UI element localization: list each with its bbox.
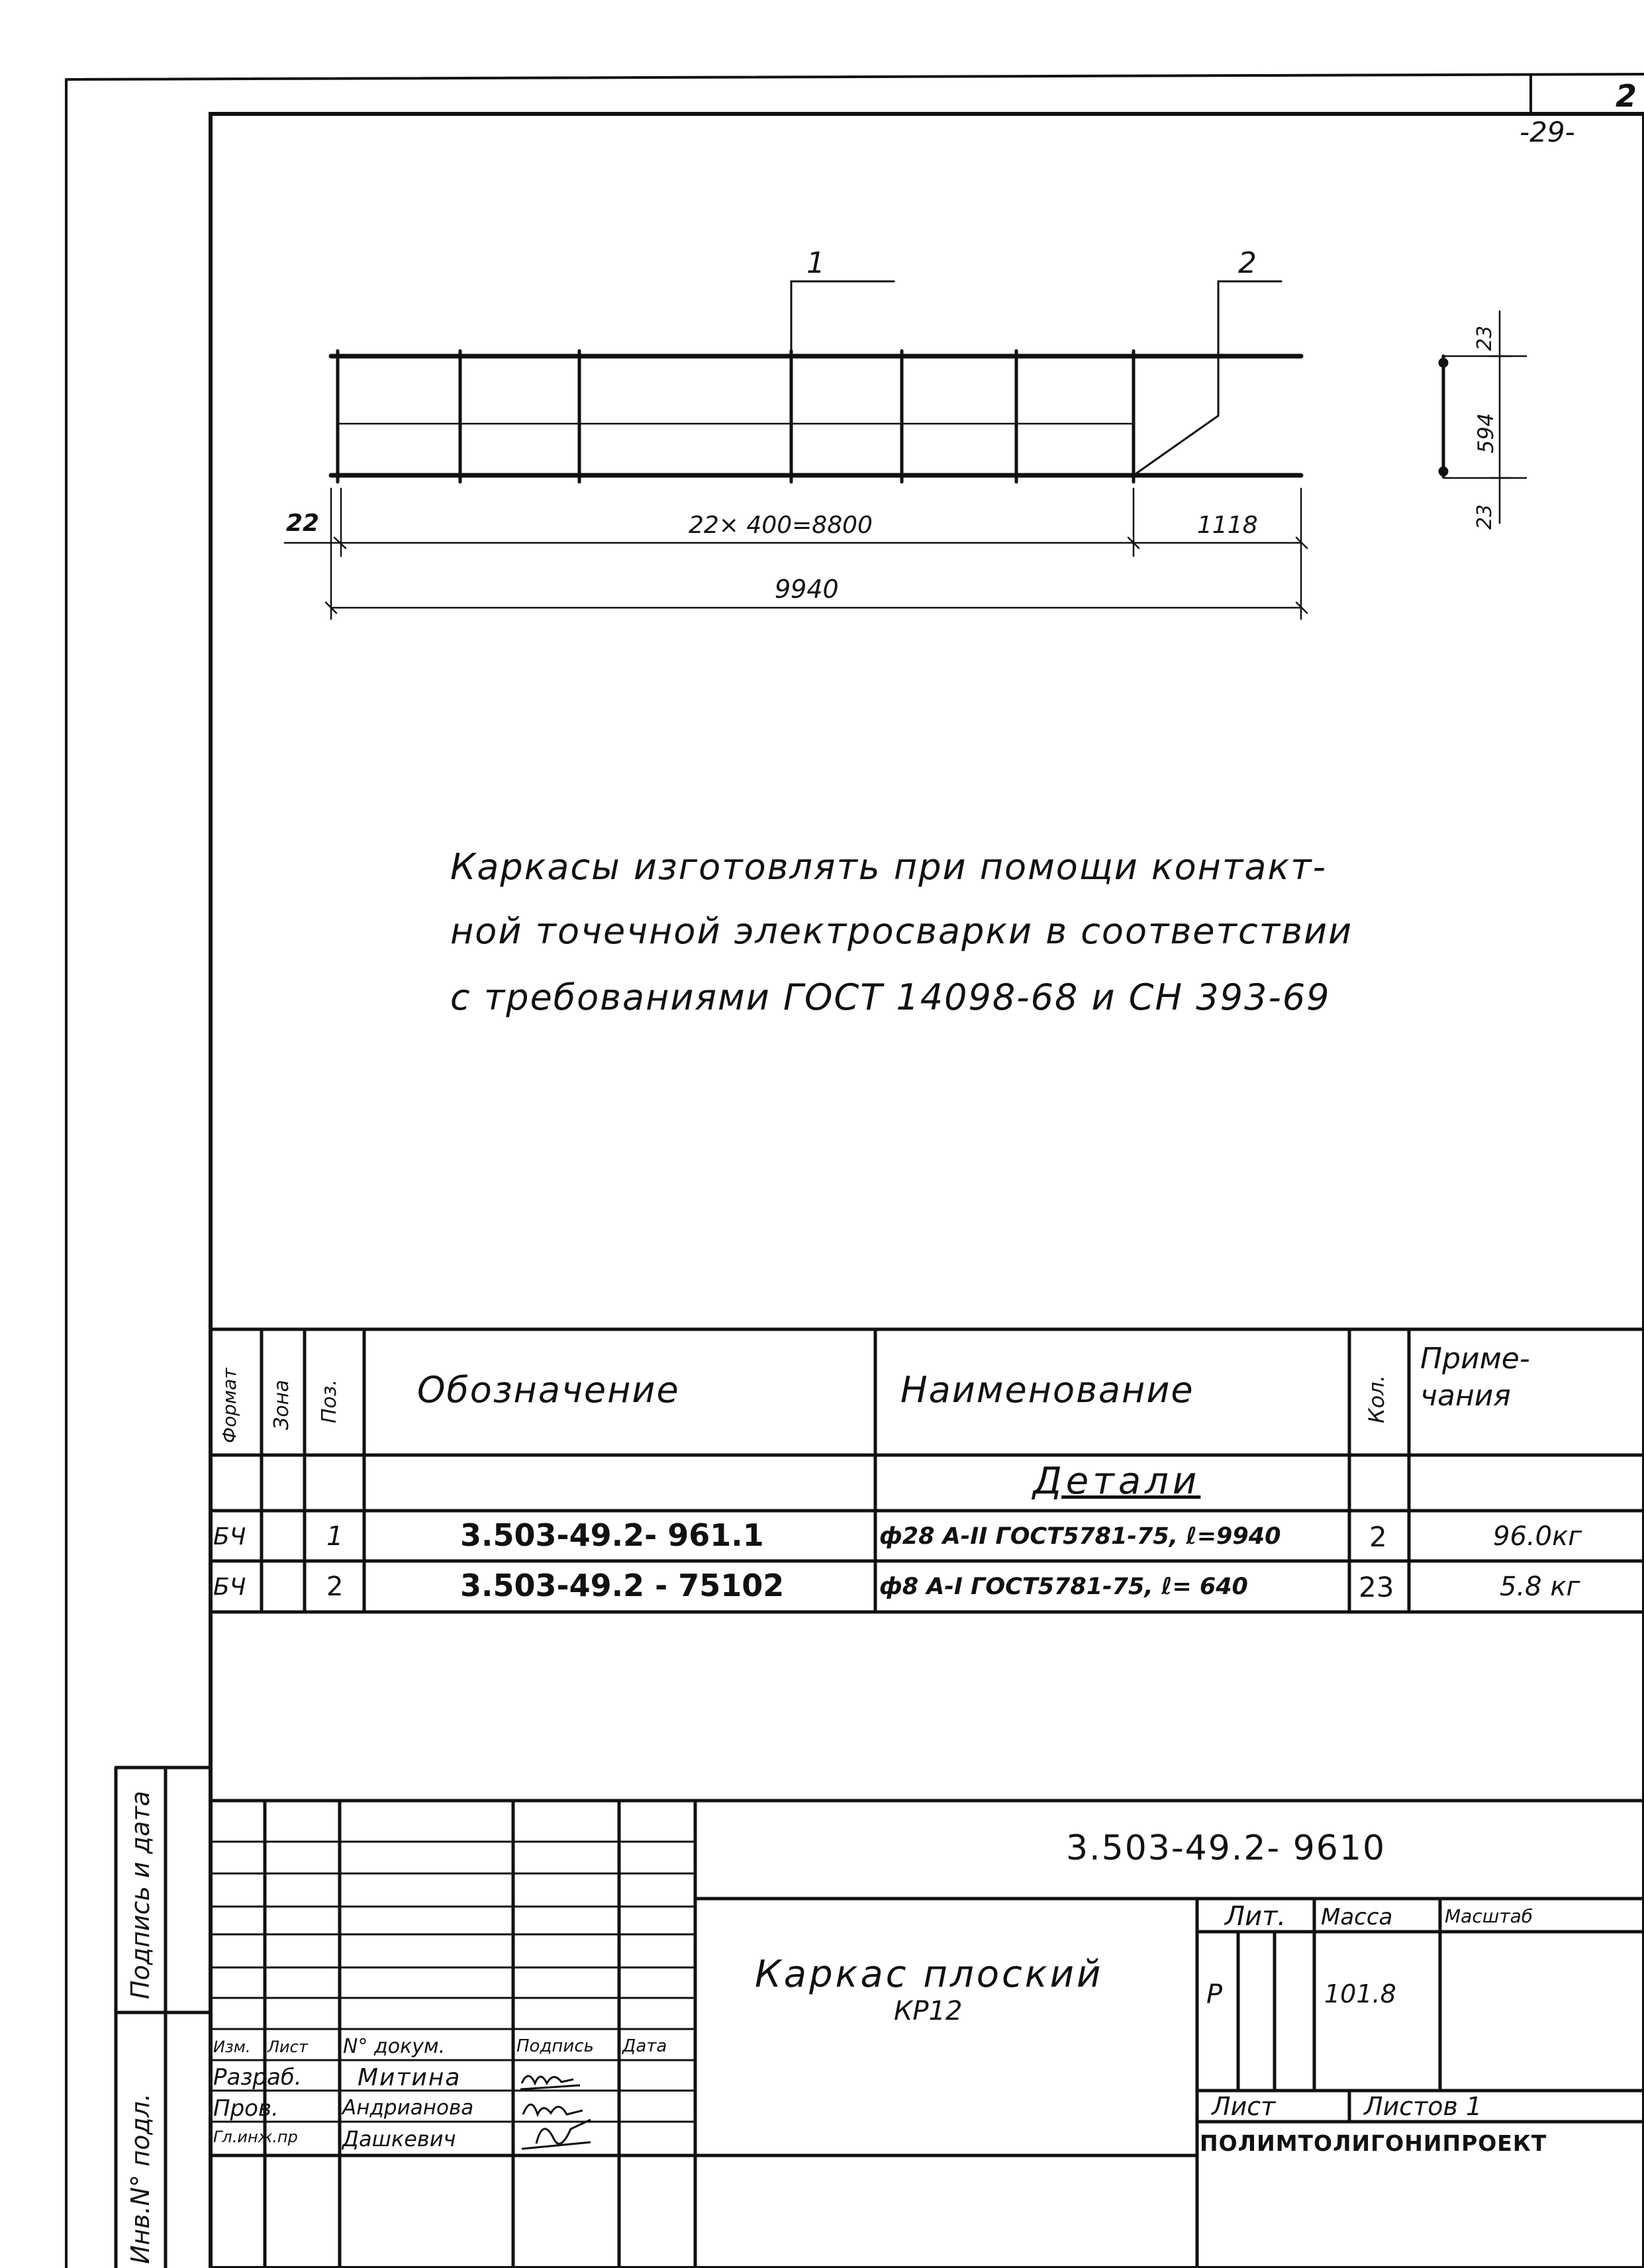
leader-lines [791, 281, 1281, 475]
name-checker: Андрианова [342, 2096, 474, 2120]
col-hdr-sheet: Лист [267, 2038, 308, 2056]
row2-note: 5.8 кг [1500, 1572, 1580, 1602]
role-chief-engineer: Гл.инж.пр [213, 2128, 298, 2146]
col-hdr-change: Изм. [213, 2038, 251, 2056]
handwritten-signatures [516, 2060, 616, 2153]
row1-qty: 2 [1369, 1520, 1387, 1553]
mass-label: Масса [1321, 1904, 1393, 1930]
hdr-pos: Поз. [318, 1379, 341, 1423]
margin-inventory-number: Инв.N° подл. [126, 2093, 155, 2264]
leader-label-1: 1 [806, 246, 825, 280]
organization-name: ПОЛИМТОЛИГОНИПРОЕКТ [1200, 2130, 1547, 2156]
hdr-format: Формат [218, 1368, 240, 1443]
dim-right-offset: 1118 [1197, 512, 1258, 539]
dim-spacing: 22× 400=8800 [689, 512, 873, 539]
lit-label: Лит. [1225, 1901, 1286, 1932]
hdr-qty: Кол. [1364, 1375, 1389, 1423]
row2-format: БЧ [213, 1573, 246, 1601]
sheets-label: Листов 1 [1364, 2092, 1482, 2121]
col-hdr-date: Дата [622, 2036, 667, 2056]
hdr-designation: Обозначение [417, 1369, 680, 1411]
leader-label-2: 2 [1238, 246, 1257, 280]
title-line-2: КР12 [894, 1996, 963, 2026]
col-hdr-docnum: N° докум. [343, 2035, 446, 2058]
cage-transverse-bars [338, 351, 1134, 482]
row2-name: ф8 А-I ГОСТ5781-75, ℓ= 640 [879, 1574, 1248, 1600]
cage-longitudinal-bars [331, 356, 1301, 475]
row2-designation: 3.503-49.2 - 75102 [460, 1568, 785, 1603]
note-line-2: ной точечной электросварки в соответствии [450, 910, 1353, 952]
lit-value: Р [1206, 1979, 1223, 2010]
row1-format: БЧ [213, 1523, 246, 1550]
role-checker: Пров. [213, 2095, 279, 2122]
hdr-name: Наименование [900, 1369, 1194, 1411]
row2-pos: 2 [326, 1572, 344, 1602]
dim-section-bottom: 23 [1473, 504, 1496, 530]
dim-section-top: 23 [1473, 325, 1496, 351]
hdr-zone: Зона [270, 1380, 293, 1430]
role-developer: Разраб. [213, 2064, 302, 2091]
name-developer: Митина [358, 2064, 461, 2091]
title-line-1: Каркас плоский [755, 1953, 1104, 1996]
sheet-label: Лист [1212, 2092, 1276, 2121]
note-line-3: с требованиями ГОСТ 14098-68 и СН 393-69 [450, 976, 1331, 1018]
row2-qty: 23 [1359, 1570, 1394, 1603]
row1-note: 96.0кг [1493, 1521, 1582, 1552]
page-stamp: -29- [1520, 116, 1575, 148]
mass-value: 101.8 [1324, 1979, 1396, 2008]
section-title-details: Детали [1033, 1460, 1201, 1503]
corner-sheet-number: 2 [1616, 78, 1637, 114]
row1-pos: 1 [326, 1521, 344, 1552]
top-border-line [66, 74, 1644, 79]
doc-number: 3.503-49.2- 9610 [1066, 1828, 1386, 1868]
row1-name: ф28 А-II ГОСТ5781-75, ℓ=9940 [879, 1523, 1281, 1550]
title-block-grid [211, 1801, 1644, 2268]
dim-section-height: 594 [1473, 412, 1498, 453]
name-chief-engineer: Дашкевич [342, 2126, 456, 2151]
inner-frame [211, 114, 1644, 2268]
margin-sign-date: Подпись и дата [126, 1791, 155, 1999]
col-hdr-signature: Подпись [516, 2036, 594, 2056]
dim-left-offset: 22 [286, 510, 320, 537]
scale-label: Масштаб [1445, 1905, 1533, 1927]
row1-designation: 3.503-49.2- 961.1 [460, 1517, 764, 1553]
hdr-notes: Приме- чания [1420, 1342, 1530, 1413]
dim-total-length: 9940 [775, 575, 839, 604]
note-line-1: Каркасы изготовлять при помощи контакт- [450, 846, 1328, 888]
